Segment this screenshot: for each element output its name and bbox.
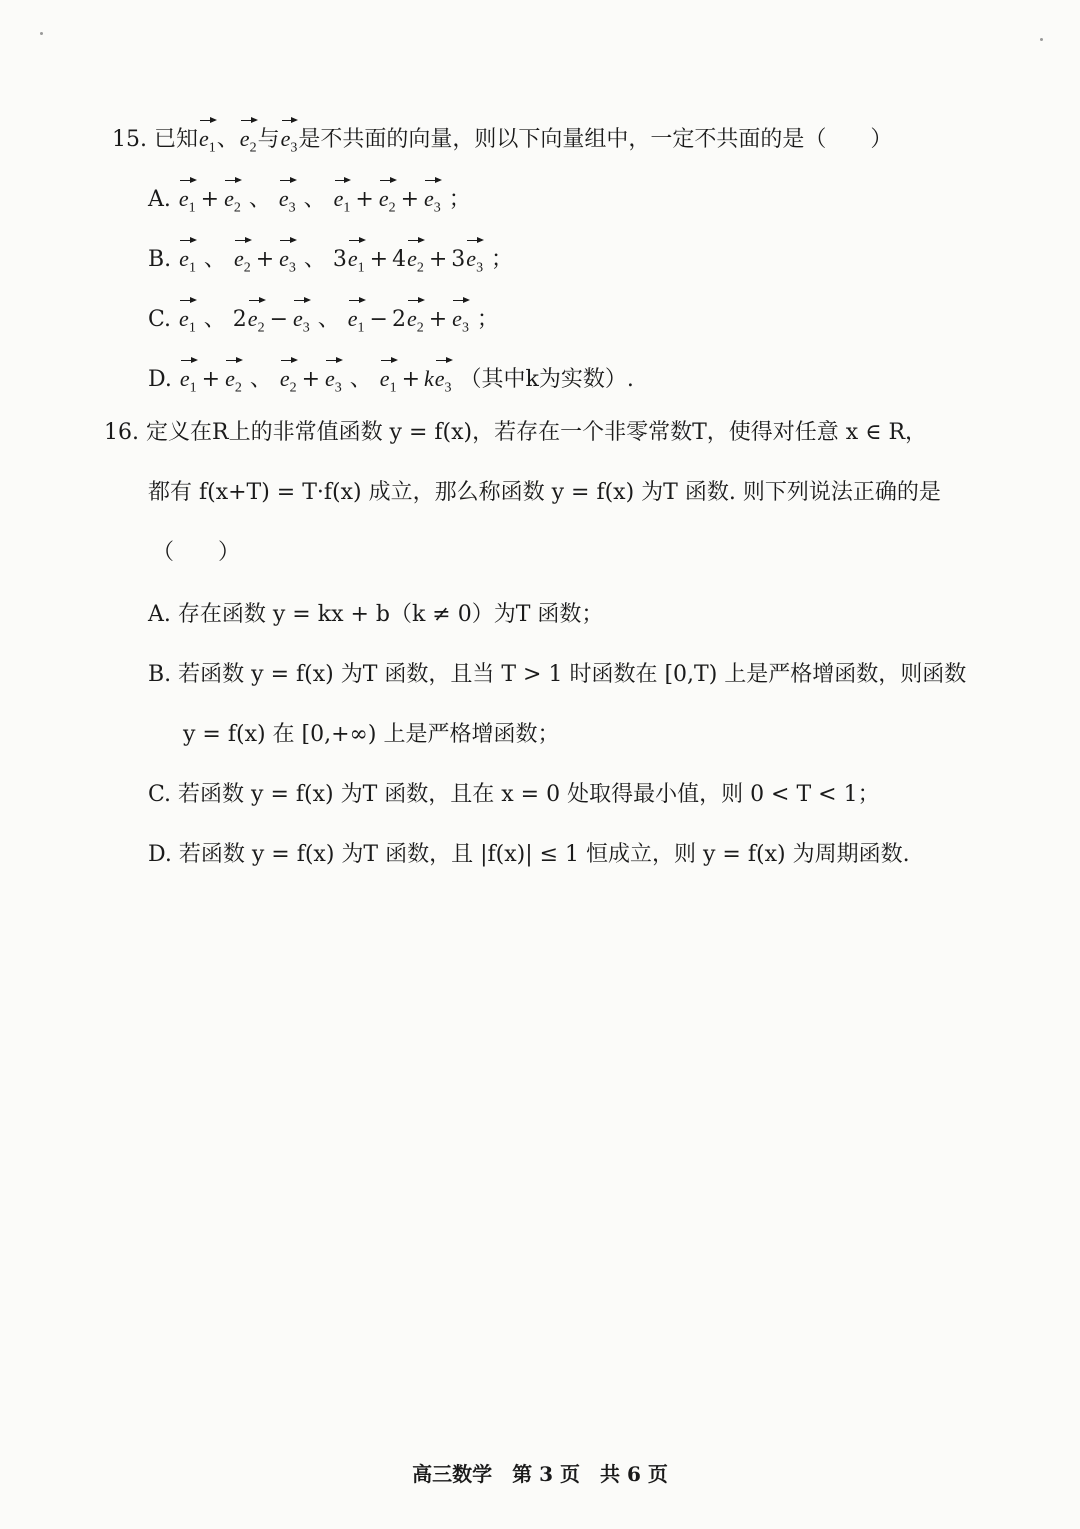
- question-number: 16.: [104, 420, 139, 445]
- question-16-stem-line2: 都有 f(x+T) = T·f(x) 成立，那么称函数 y = f(x) 为T 函数. 则下列说法正确的是: [148, 480, 941, 505]
- option-note: （其中k为实数）.: [459, 367, 634, 392]
- option-16-b: B. 若函数 y = f(x) 为T 函数，且当 T > 1 时函数在 [0,T) 上是严格增函数，则函数: [148, 662, 967, 687]
- option-16-d: D. 若函数 y = f(x) 为T 函数，且 |f(x)| ≤ 1 恒成立，则 y = f(x) 为周期函数.: [148, 842, 910, 867]
- option-15-c: C. $e_1$ 、 $2e_2 - e_3$ 、 $e_1 - 2e_2 + e_3$ ；: [148, 298, 499, 343]
- answer-blank: （ ）: [152, 540, 241, 565]
- question-number: 15.: [112, 127, 147, 152]
- vector-e3: $e_3$: [281, 118, 298, 163]
- page-footer: 高三数学 第 3 页 共 6 页: [412, 1462, 668, 1486]
- option-16-a: A. 存在函数 y = kx + b（k ≠ 0）为T 函数；: [148, 602, 604, 627]
- vector-e1: $e_1$: [199, 118, 216, 163]
- option-16-b-continued: y = f(x) 在 [0,+∞) 上是严格增函数；: [183, 722, 560, 747]
- scan-dot: [1040, 38, 1043, 41]
- option-15-b: B. $e_1$ 、 $e_2 + e_3$ 、 $3e_1 + 4e_2 + 3e_3$ ；: [148, 238, 513, 283]
- option-15-d: D. $e_1 + e_2$ 、 $e_2 + e_3$ 、 $e_1 + ke_3$ （其中k为实数）.: [148, 358, 634, 403]
- option-16-c: C. 若函数 y = f(x) 为T 函数，且在 x = 0 处取得最小值，则 0 < T < 1；: [148, 782, 880, 807]
- vector-e2: $e_2$: [240, 118, 257, 163]
- option-15-a: A. $e_1 + e_2$ 、 $e_3$ 、 $e_1 + e_2 + e_3$ ；: [148, 178, 471, 223]
- scan-dot: [40, 32, 43, 35]
- question-15-stem: 15. 已知$e_1$、$e_2$与$e_3$是不共面的向量，则以下向量组中，一定不共面的是（ ）: [112, 118, 892, 163]
- question-16-stem-line1: 16. 定义在R上的非常值函数 y = f(x)，若存在一个非零常数T，使得对任意 x ∈ R，: [104, 420, 928, 445]
